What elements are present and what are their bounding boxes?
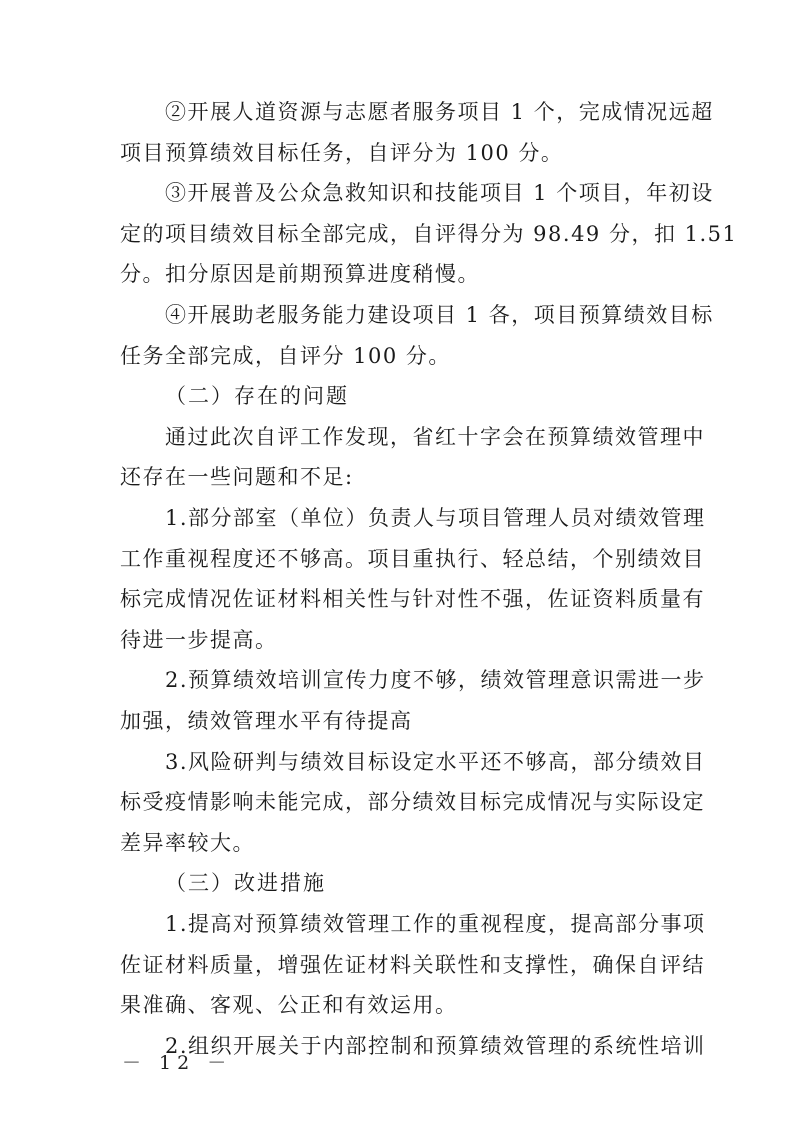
paragraph-line: 还存在一些问题和不足: [120,465,354,489]
paragraph-line: 分。扣分原因是前期预算进度稍慢。 [120,262,480,286]
paragraph-line: ③开展普及公众急救知识和技能项目 1 个项目，年初设 [165,181,714,205]
paragraph-line: ②开展人道资源与志愿者服务项目 1 个，完成情况远超 [165,100,714,124]
paragraph-line: 佐证材料质量，增强佐证材料关联性和支撑性，确保自评结 [120,953,705,977]
paragraph-line: 加强，绩效管理水平有待提高 [120,709,413,733]
paragraph-line: 2.组织开展关于内部控制和预算绩效管理的系统性培训 [165,1034,706,1058]
paragraph-line: 果准确、客观、公正和有效运用。 [120,993,458,1017]
paragraph-line: 通过此次自评工作发现，省红十字会在预算绩效管理中 [165,425,705,449]
section-heading: （二）存在的问题 [165,384,349,408]
page-number: － 12 － [122,1052,233,1074]
paragraph-line: 任务全部完成，自评分 100 分。 [120,344,451,368]
paragraph-line: 工作重视程度还不够高。项目重执行、轻总结，个别绩效目 [120,547,705,571]
paragraph-line: 项目预算绩效目标任务，自评分为 100 分。 [120,141,564,165]
section-heading: （三）改进措施 [165,871,326,895]
paragraph-line: 标受疫情影响未能完成，部分绩效目标完成情况与实际设定 [120,790,705,814]
paragraph-line: 定的项目绩效目标全部完成，自评得分为 98.49 分，扣 1.51 [120,222,738,246]
paragraph-line: ④开展助老服务能力建设项目 1 各，项目预算绩效目标 [165,303,714,327]
paragraph-line: 1.部分部室（单位）负责人与项目管理人员对绩效管理 [165,506,706,530]
paragraph-line: 标完成情况佐证材料相关性与针对性不强，佐证资料质量有 [120,587,705,611]
paragraph-line: 3.风险研判与绩效目标设定水平还不够高，部分绩效目 [165,750,706,774]
paragraph-line: 2.预算绩效培训宣传力度不够，绩效管理意识需进一步 [165,668,706,692]
paragraph-line: 1.提高对预算绩效管理工作的重视程度，提高部分事项 [165,912,706,936]
paragraph-line: 待进一步提高。 [120,628,278,652]
paragraph-line: 差异率较大。 [120,831,255,855]
